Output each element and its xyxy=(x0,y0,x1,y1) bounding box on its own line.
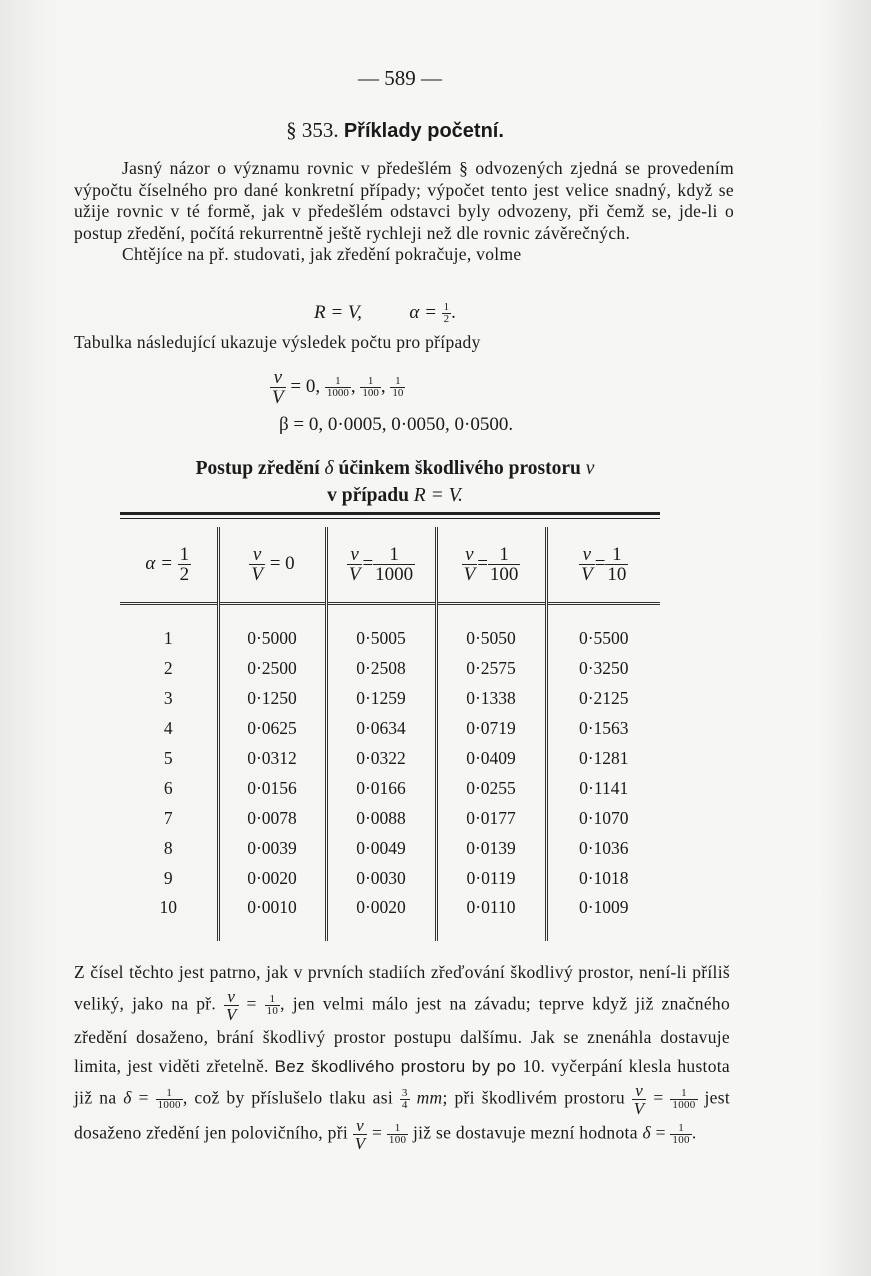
value-cell: 0·0020 xyxy=(218,863,326,893)
value-cell: 0·1281 xyxy=(578,747,629,768)
p2-text: , jen velmi málo jest na závadu; teprve když již značného zředění dosaženo, brání škodlivý prostor postupu dalšímu. Jak se znenáhla dostavuje limita, jest viděti zřetelně. xyxy=(74,993,730,1076)
case-frac-3: $\frac{1}{10}$ xyxy=(392,375,404,399)
row-index-cell: 10 xyxy=(120,893,218,941)
row-index-cell: 8 xyxy=(120,833,218,863)
header-col-1: $\frac{v}{V}$ = 0 xyxy=(218,527,326,604)
row-index-cell: 1 xyxy=(120,604,218,654)
v-over-V: $\frac{v}{V}$ xyxy=(272,367,284,408)
value-cell: 0·0088 xyxy=(326,803,436,833)
value-cell: 0·0177 xyxy=(436,803,546,833)
cases-zero: = 0, xyxy=(290,375,321,397)
table-intro: Tabulka následující ukazuje výsledek počtu pro případy xyxy=(74,332,481,352)
caption-part: Postup zředění xyxy=(195,458,325,479)
paragraph-intro-line2: Chtějíce na př. studovati, jak zředění pokračuje, volme xyxy=(122,244,522,264)
header-col-3: $\frac{v}{V}$ = $\frac{1}{100}$ xyxy=(436,527,546,604)
page-number: — 589 — xyxy=(358,66,442,90)
value-cell: 0·0409 xyxy=(436,743,546,773)
value-cell: 0·0634 xyxy=(326,713,436,743)
value-cell: 0·0156 xyxy=(218,773,326,803)
value-cell: 0·5000 xyxy=(218,604,326,654)
value-cell: 0·1259 xyxy=(326,683,436,713)
row-index-cell: 2 xyxy=(120,653,218,683)
table-top-rule xyxy=(120,512,660,515)
table-row xyxy=(120,833,660,863)
value-cell: 0·0049 xyxy=(326,833,436,863)
section-title: Příklady početní. xyxy=(343,120,504,142)
value-cell: 0·2125 xyxy=(578,687,629,708)
header-col-2: $\frac{v}{V}$ = $\frac{1}{1000}$ xyxy=(326,527,436,604)
table-row xyxy=(120,604,660,654)
table-row xyxy=(120,683,660,713)
value-cell: 0·0078 xyxy=(218,803,326,833)
value-cell: 0·0719 xyxy=(436,713,546,743)
caption-delta: δ xyxy=(324,458,334,479)
p2-text: Z čísel těchto jest patrno, jak v prvních stadiích zřeďování škodlivý prostor, není-li příliš veliký, jako na př. xyxy=(74,962,730,1014)
value-cell: 0·0119 xyxy=(436,863,546,893)
row-index-cell: 6 xyxy=(120,773,218,803)
caption-v: v xyxy=(585,458,595,479)
row-index-cell: 4 xyxy=(120,713,218,743)
table-row xyxy=(120,653,660,683)
value-cell: 0·1141 xyxy=(579,777,629,798)
table-row xyxy=(120,713,660,743)
paragraph-conclusion: Z čísel těchto jest patrno, jak v prvních stadiích zřeďování škodlivý prostor, není-li příliš veliký, jako na př. $\frac{v}{V}$ = $\frac{1}{10}$ , jen velmi málo jest na závadu; teprve když již značného zředění dosaženo, brání škodlivý prostor postupu dalšímu. Jak se znenáhla dostavuje limita, jest viděti zřetelně. Bez škodlivého prostoru by po 10. vyčerpání klesla hustota již na δ = $\frac{1}{1000}$ , což by příslušelo tlaku asi $\frac{3}{4}$ mm; při škodlivém prostoru $\frac{v}{V}$ = $\frac{1}{1000}$ jest dosaženo zředění jen polovičního, při $\frac{v}{V}$ = $\frac{1}{100}$ již se dostavuje mezní hodnota δ = $\frac{1}{100}$ . xyxy=(74,962,730,1153)
header-col-4: $\frac{v}{V}$ = $\frac{1}{10}$ xyxy=(581,544,627,585)
value-cell: 0·1338 xyxy=(436,683,546,713)
table-row xyxy=(120,803,660,833)
row-index-cell: 9 xyxy=(120,863,218,893)
cases-line: $\frac{v}{V}$ = 0, $\frac{1}{1000}$ , $\frac{1}{100}$ , $\frac{1}{10}$ xyxy=(272,367,404,408)
value-cell: 0·1009 xyxy=(578,897,629,917)
p2-emphasis: Bez škodlivého prostoru by po xyxy=(274,1057,523,1076)
value-cell: 0·0039 xyxy=(218,833,326,863)
equation-rv-left: R = V, xyxy=(314,302,362,323)
table-row xyxy=(120,863,660,893)
table-row xyxy=(120,893,660,941)
row-index-cell: 5 xyxy=(120,743,218,773)
case-frac-2: $\frac{1}{100}$ xyxy=(362,375,379,399)
value-cell: 0·0139 xyxy=(436,833,546,863)
paragraph-intro xyxy=(74,158,734,266)
value-cell: 0·5005 xyxy=(326,604,436,654)
table-header-row xyxy=(120,527,660,604)
value-cell: 0·3250 xyxy=(578,657,629,678)
table-row xyxy=(120,743,660,773)
value-cell: 0·5050 xyxy=(436,604,546,654)
equation-end: . xyxy=(451,302,456,323)
value-cell: 0·2575 xyxy=(436,653,546,683)
alpha-fraction: $\frac{1}{2}$ xyxy=(443,301,450,326)
value-cell: 0·1250 xyxy=(218,683,326,713)
results-table xyxy=(120,527,660,941)
table-top-rule-thin xyxy=(120,518,660,519)
equation-alpha: α = xyxy=(409,302,442,323)
value-cell: 0·1563 xyxy=(578,717,629,738)
equation-rv xyxy=(314,302,456,325)
value-cell: 0·1070 xyxy=(578,807,629,828)
value-cell: 0·0322 xyxy=(326,743,436,773)
caption-eq: R = V. xyxy=(413,485,463,506)
value-cell: 0·2500 xyxy=(218,653,326,683)
value-cell: 0·0625 xyxy=(218,713,326,743)
header-alpha: α = $\frac{1}{2}$ xyxy=(120,527,218,604)
beta-values: β = 0, 0·0005, 0·0050, 0·0500. xyxy=(279,414,514,435)
value-cell: 0·1036 xyxy=(578,837,629,858)
value-cell: 0·0166 xyxy=(326,773,436,803)
table-row xyxy=(120,773,660,803)
caption-part: účinkem škodlivého prostoru xyxy=(333,458,586,479)
table-caption xyxy=(0,455,790,509)
value-cell: 0·0312 xyxy=(218,743,326,773)
value-cell: 0·0010 xyxy=(218,893,326,941)
section-heading xyxy=(0,118,790,143)
value-cell: 0·1018 xyxy=(578,867,629,888)
section-mark: § 353. xyxy=(286,118,339,142)
row-index-cell: 7 xyxy=(120,803,218,833)
value-cell: 0·2508 xyxy=(326,653,436,683)
row-index-cell: 3 xyxy=(120,683,218,713)
value-cell: 0·0030 xyxy=(326,863,436,893)
value-cell: 0·0020 xyxy=(326,893,436,941)
paragraph-intro-text: Jasný názor o významu rovnic v předešlém § odvozených zjedná se provedením výpočtu číselného pro dané konkretní případy; výpočet tento jest velice snadný, když se užije rovnic v té formě, jak v předešlém odstavci byly odvozeny, při čemž se, jde-li o postup zředění, počítá rekurrentně ještě rychleji než dle rovnic závěrečných. xyxy=(74,158,734,243)
value-cell: 0·0110 xyxy=(436,893,546,941)
case-frac-1: $\frac{1}{1000}$ xyxy=(326,375,349,399)
value-cell: 0·0255 xyxy=(436,773,546,803)
value-cell: 0·5500 xyxy=(578,627,629,648)
caption-part: v případu xyxy=(327,485,414,506)
